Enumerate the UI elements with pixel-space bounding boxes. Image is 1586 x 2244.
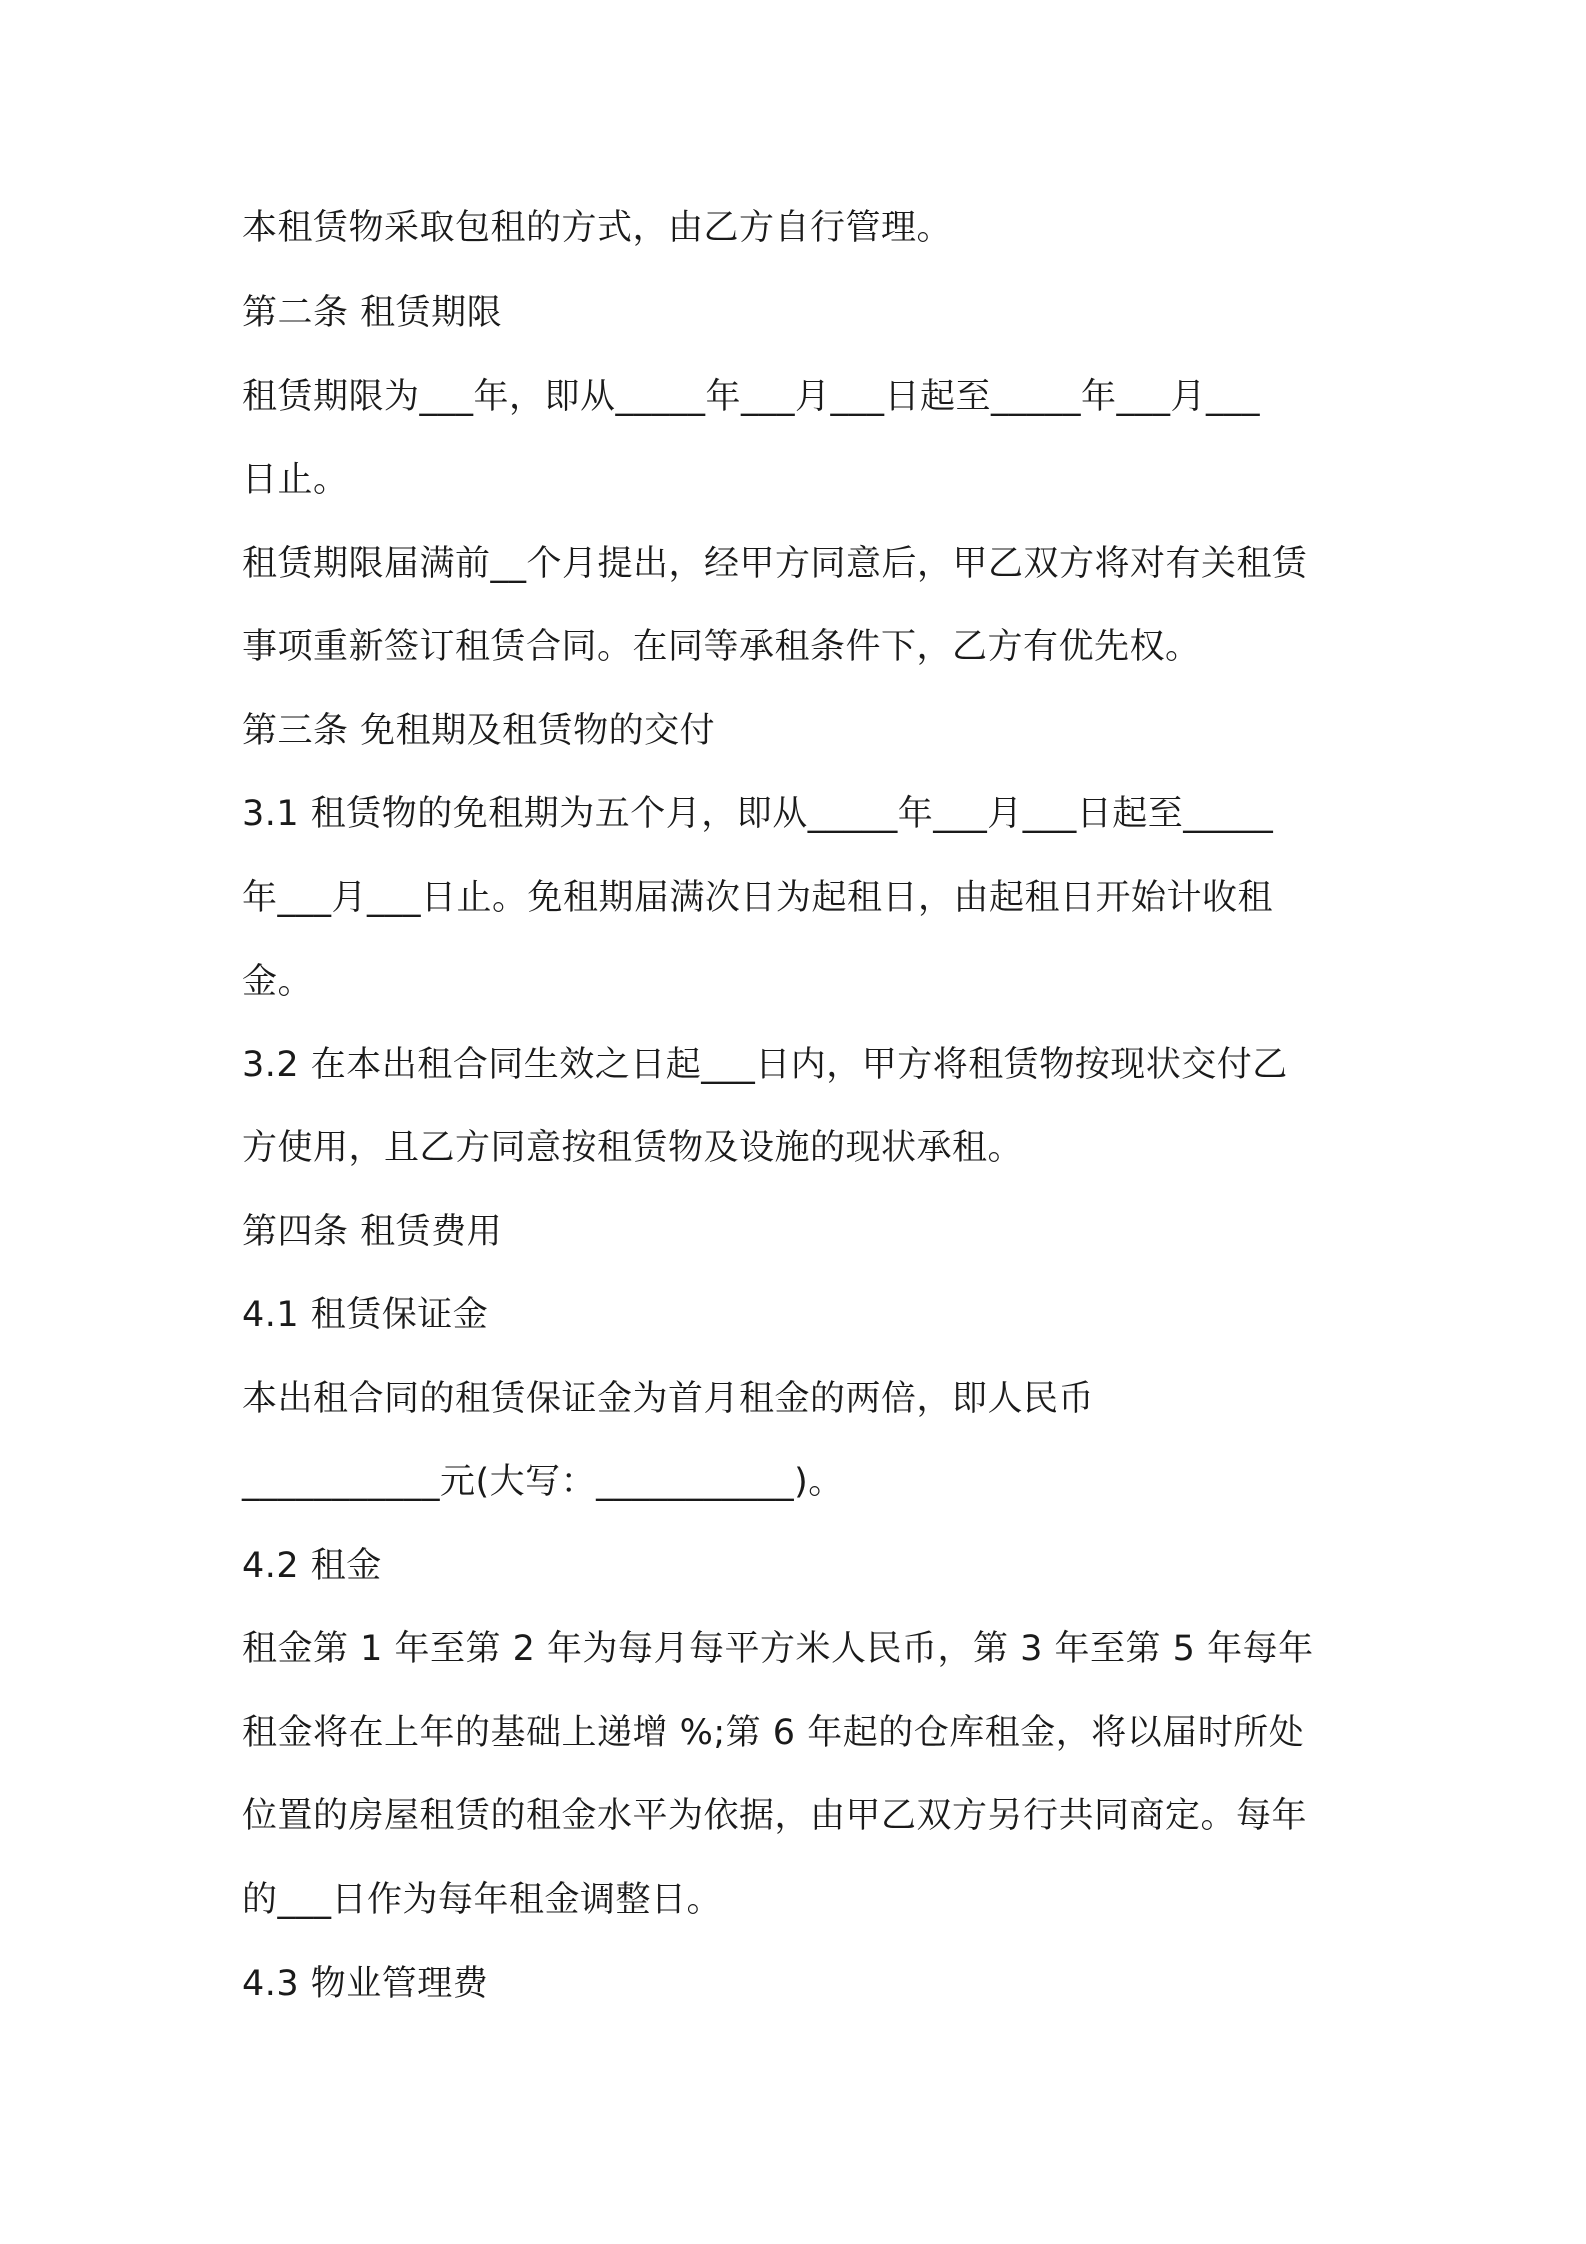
text-line: 位置的房屋租赁的租金水平为依据，由甲乙双方另行共同商定。每年 (242, 1796, 1308, 1836)
text-line: 本出租合同的租赁保证金为首月租金的两倍，即人民币 (242, 1379, 1095, 1419)
text-line: 租金第 1 年至第 2 年为每月每平方米人民币，第 3 年至第 5 年每年 (242, 1629, 1314, 1669)
text-line: 租赁期限为___年，即从_____年___月___日起至_____年___月___ (242, 377, 1261, 417)
text-line: 金。 (242, 962, 314, 1002)
subsection-heading: 4.1 租赁保证金 (242, 1295, 489, 1335)
section-heading: 第三条 免租期及租赁物的交付 (242, 711, 716, 751)
text-line: 本租赁物采取包租的方式，由乙方自行管理。 (242, 208, 953, 248)
subsection-heading: 4.3 物业管理费 (242, 1964, 489, 2004)
text-line: 方使用，且乙方同意按租赁物及设施的现状承租。 (242, 1128, 1024, 1168)
text-line: ___________元(大写：___________)。 (242, 1462, 844, 1502)
text-line: 租金将在上年的基础上递增 %;第 6 年起的仓库租金，将以届时所处 (242, 1713, 1305, 1753)
text-line: 租赁期限届满前__个月提出，经甲方同意后，甲乙双方将对有关租赁 (242, 544, 1308, 584)
section-heading: 第二条 租赁期限 (242, 293, 503, 333)
text-line: 年___月___日止。免租期届满次日为起租日，由起租日开始计收租 (242, 878, 1274, 918)
text-line: 3.1 租赁物的免租期为五个月，即从_____年___月___日起至_____ (242, 794, 1274, 834)
text-line: 3.2 在本出租合同生效之日起___日内，甲方将租赁物按现状交付乙 (242, 1045, 1288, 1085)
text-line: 事项重新签订租赁合同。在同等承租条件下，乙方有优先权。 (242, 627, 1201, 667)
text-line: 日止。 (242, 460, 349, 500)
section-heading: 第四条 租赁费用 (242, 1212, 503, 1252)
text-line: 的___日作为每年租金调整日。 (242, 1880, 723, 1920)
subsection-heading: 4.2 租金 (242, 1546, 382, 1586)
